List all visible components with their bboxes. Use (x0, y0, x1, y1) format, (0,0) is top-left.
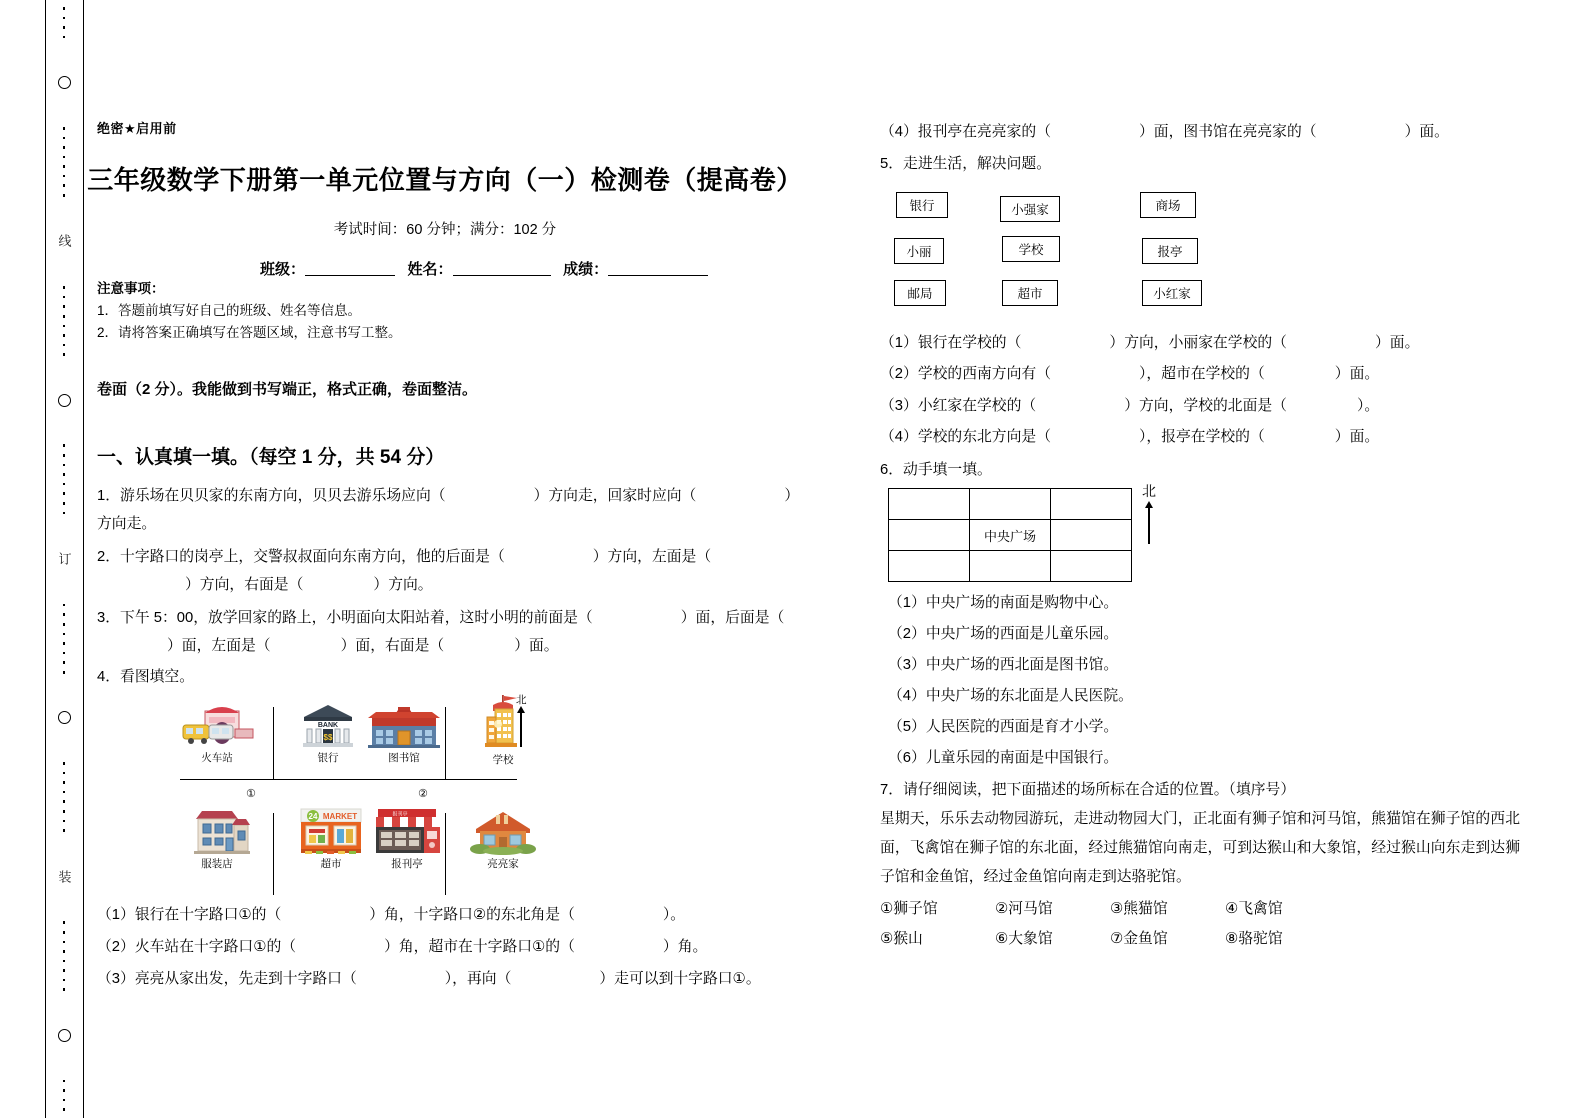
map-building-clothing-store (184, 807, 250, 871)
binding-ring (58, 711, 71, 724)
map-block-clothing-store (184, 807, 250, 871)
q6-cell-2-0[interactable] (889, 551, 970, 582)
class-input-blank[interactable] (305, 275, 395, 276)
grid5-cell-xiaoqiang-home: 小强家 (1000, 196, 1060, 222)
map-label-clothing-store: 服装店 (201, 858, 233, 870)
map-building-newsstand (368, 807, 446, 871)
question-6-north-indicator (1142, 484, 1156, 544)
q5-item-2-text-c: ）面。 (1334, 366, 1380, 383)
class-label: 班级： (260, 261, 306, 278)
question-3 (97, 604, 797, 661)
map-road-horizontal-middle (273, 779, 445, 780)
q1-text-c: ）方向走。 (97, 488, 792, 533)
map-building-library (365, 701, 443, 765)
map-label-school: 学校 (492, 754, 514, 766)
q4-item-1-text-b: ）角，十字路口②的东北角是（ (369, 907, 575, 923)
q3-text-c: ）面，左面是（ (167, 638, 271, 655)
grid5-cell-bank: 银行 (896, 192, 948, 218)
q6-cell-0-0[interactable] (889, 489, 970, 520)
q7-options-row-2 (880, 925, 1520, 955)
q6-north-label: 北 (1142, 483, 1156, 499)
question-7-passage: 星期天，乐乐去动物园游玩，走进动物园大门，正北面有狮子馆和河马馆，熊猫馆在狮子馆的西北面，飞禽馆在狮子馆的东北面，经过熊猫馆向南走，可到达猴山和大象馆，经过猴山向东走到达狮子馆和金鱼馆，经过金鱼馆向南走到达骆驼馆。 (880, 811, 1520, 885)
q5-item-4 (880, 422, 1520, 453)
q7-option-5[interactable]: ⑤猴山 (880, 930, 923, 947)
dot-segment (63, 597, 66, 681)
map-label-newsstand: 报刊亭 (391, 858, 423, 870)
q5-item-3-text-a: （3）小红家在学校的（ (880, 397, 1037, 414)
name-label: 姓名： (407, 261, 453, 278)
notice-block (97, 278, 797, 344)
student-info-row (260, 258, 708, 279)
house-icon (470, 809, 536, 855)
table-row (889, 520, 1132, 551)
q4-item-2-text-b: ）角，超市在十字路口①的（ (384, 938, 575, 955)
binding-ring (58, 1029, 71, 1042)
question-4-items (97, 900, 797, 995)
newsstand-icon (370, 807, 444, 855)
q5-item-3-text-b: ）方向，学校的北面是（ (1124, 397, 1287, 414)
score-input-blank[interactable] (608, 275, 708, 276)
bank-icon (301, 701, 355, 749)
section-1-heading: 一、认真填一填。（每空 1 分，共 54 分） (97, 447, 445, 468)
binding-ring (58, 76, 71, 89)
q2-text-c: ）方向，右面是（ (185, 577, 304, 594)
q5-item-3-text-c: ）。 (1356, 397, 1380, 414)
binding-strip (0, 0, 85, 1118)
q4-item-2-text-a: （2）火车站在十字路口①的（ (97, 938, 297, 955)
north-arrowhead-icon (517, 706, 525, 713)
q6-item-3: （3）中央广场的西北面是图书馆。 (888, 657, 1119, 674)
question-4-map-figure (180, 695, 535, 895)
q4-item-4-text-b: ）面，图书馆在亮亮家的（ (1139, 124, 1317, 140)
map-north-indicator (516, 695, 527, 747)
map-block-supermarket-newsstand (298, 807, 446, 871)
q3-text-a: 3．下午 5：00，放学回家的路上，小明面向太阳站着，这时小明的前面是（ (97, 610, 593, 626)
confidential-notice: 绝密★启用前 (97, 121, 177, 136)
question-4-label: 4．看图填空。 (97, 669, 195, 685)
binding-char-ding: 订 (56, 551, 72, 566)
q5-item-1-text-b: ）方向，小丽家在学校的（ (1109, 335, 1287, 351)
grid5-cell-xiaohong-home: 小红家 (1142, 280, 1202, 306)
library-icon (364, 701, 444, 749)
north-arrow-stem (520, 713, 522, 747)
grid5-cell-supermarket: 超市 (1002, 280, 1058, 306)
question-4-item-4 (880, 118, 1520, 147)
grid5-cell-school: 学校 (1002, 236, 1060, 262)
question-6-items (888, 588, 1508, 774)
q4-item-2-text-c: ）角。 (662, 938, 708, 955)
q5-item-4-text-c: ）面。 (1334, 429, 1380, 446)
q6-item-5: （5）人民医院的西面是育才小学。 (888, 719, 1119, 736)
map-block-bank-library (295, 701, 443, 765)
dot-segment (63, 914, 66, 998)
exam-sheet (85, 0, 1583, 1118)
grid5-cell-mall: 商场 (1140, 192, 1196, 218)
q5-item-1-text-a: （1）银行在学校的（ (880, 335, 1022, 351)
q6-cell-2-2[interactable] (1051, 551, 1132, 582)
q3-text-d: ）面，右面是（ (340, 638, 445, 655)
q4-item-3-text-c: ）走可以到十字路口①。 (599, 970, 761, 987)
grid5-cell-xiaoli: 小丽 (894, 238, 944, 264)
q7-option-4[interactable]: ④飞禽馆 (1225, 901, 1283, 917)
binding-char-zhuang: 装 (56, 869, 72, 884)
name-input-blank[interactable] (453, 275, 551, 276)
q3-text-e: ）面。 (514, 638, 559, 655)
map-building-supermarket (298, 807, 364, 871)
q4-item-1 (97, 900, 797, 932)
grid5-cell-newsstand: 报亭 (1142, 238, 1198, 264)
q7-option-1[interactable]: ①狮子馆 (880, 901, 938, 917)
map-road-vertical-2-bottom (445, 813, 446, 895)
q4-item-1-text-a: （1）银行在十字路口①的（ (97, 907, 282, 923)
q3-text-b: ）面，后面是（ (680, 610, 785, 626)
notice-item-1: 1．答题前填写好自己的班级、姓名等信息。 (97, 302, 362, 318)
question-5-items (880, 328, 1520, 453)
q6-item-4: （4）中央广场的东北面是人民医院。 (888, 688, 1133, 705)
table-row (889, 551, 1132, 582)
q6-item-1: （1）中央广场的南面是购物中心。 (888, 595, 1119, 611)
map-building-train-station (184, 703, 250, 765)
q5-item-4-text-a: （4）学校的东北方向是（ (880, 429, 1051, 446)
map-crossroad-marker-1: ① (246, 788, 256, 800)
grid5-cell-post-office: 邮局 (894, 280, 946, 306)
map-road-horizontal-left (180, 779, 273, 780)
q6-cell-2-1[interactable] (970, 551, 1051, 582)
question-7-options (880, 895, 1520, 954)
binding-char-xian: 线 (56, 234, 72, 249)
notice-title: 注意事项： (97, 281, 165, 296)
q2-text-b: ）方向，左面是（ (592, 549, 712, 565)
dot-segment (63, 279, 66, 363)
binding-rule-outer (45, 0, 46, 1118)
clothing-store-icon (182, 807, 252, 855)
svg-text:24: 24 (308, 812, 318, 821)
q5-item-1-text-c: ）面。 (1374, 335, 1420, 351)
q6-cell-1-2[interactable] (1051, 520, 1132, 551)
q7-option-7[interactable]: ⑦金鱼馆 (1110, 930, 1168, 947)
q4-item-3-text-b: ），再向（ (444, 970, 512, 987)
question-6-grid-table (888, 488, 1132, 582)
map-label-library: 图书馆 (388, 752, 420, 764)
handwriting-quality-note: 卷面（2 分）。我能做到书写端正，格式正确，卷面整洁。 (97, 381, 478, 398)
q6-cell-1-0[interactable] (889, 520, 970, 551)
map-building-house (470, 809, 536, 871)
map-block-house (470, 809, 536, 871)
q5-item-2-text-a: （2）学校的西南方向有（ (880, 366, 1051, 383)
q7-option-3[interactable]: ③熊猫馆 (1110, 901, 1168, 917)
q5-item-2-text-b: ），超市在学校的（ (1139, 366, 1265, 383)
north-arrow-stem (1148, 508, 1150, 544)
map-road-vertical-1-bottom (273, 813, 274, 895)
binding-dotted-column (56, 0, 72, 1118)
q7-option-8[interactable]: ⑧骆驼馆 (1225, 930, 1283, 947)
q1-text-a: 1．游乐场在贝贝家的东南方向，贝贝去游乐场应向（ (97, 488, 446, 504)
q4-item-4-text-a: （4）报刊亭在亮亮家的（ (880, 124, 1051, 140)
q4-item-2 (97, 932, 797, 964)
dot-segment (63, 1073, 66, 1118)
dot-segment (63, 120, 66, 204)
question-6-label: 6．动手填一填。 (880, 462, 992, 478)
map-label-bank: 银行 (317, 752, 339, 764)
q4-item-3-text-a: （3）亮亮从家出发，先走到十字路口（ (97, 970, 357, 987)
map-label-supermarket: 超市 (320, 858, 342, 870)
map-road-vertical-1-top (273, 707, 274, 779)
q2-text-a: 2．十字路口的岗亭上，交警叔叔面向东南方向，他的后面是（ (97, 549, 505, 565)
north-arrowhead-icon (1145, 501, 1153, 508)
table-row (889, 489, 1132, 520)
q2-text-d: ）方向。 (373, 577, 433, 594)
svg-text:报刊亭: 报刊亭 (392, 811, 408, 818)
binding-rule-inner (83, 0, 84, 1118)
q5-item-1 (880, 328, 1520, 359)
q5-item-3 (880, 391, 1520, 422)
question-2 (97, 543, 797, 600)
score-label: 成绩： (563, 261, 609, 278)
supermarket-icon (298, 807, 364, 855)
page-title: 三年级数学下册第一单元位置与方向（一）检测卷（提高卷） (87, 165, 803, 195)
svg-text:MARKET: MARKET (322, 812, 358, 821)
binding-ring (58, 394, 71, 407)
map-crossroad-marker-2: ② (418, 788, 428, 800)
question-7-label: 7．请仔细阅读，把下面描述的场所标在合适的位置。（填序号） (880, 782, 1296, 798)
question-5-label: 5．走进生活，解决问题。 (880, 156, 1051, 172)
question-5-place-grid (892, 192, 1212, 310)
q6-cell-0-2[interactable] (1051, 489, 1132, 520)
q7-option-2[interactable]: ②河马馆 (995, 901, 1053, 917)
q7-options-row-1 (880, 895, 1520, 925)
map-road-horizontal-right (445, 779, 517, 780)
svg-text:BANK: BANK (317, 722, 339, 729)
q6-cell-central-plaza: 中央广场 (970, 520, 1051, 551)
q4-item-3 (97, 964, 797, 996)
q1-text-b: ）方向走，回家时应向（ (533, 488, 697, 504)
q5-item-4-text-b: ），报亭在学校的（ (1139, 429, 1265, 446)
map-building-bank (295, 701, 361, 765)
dot-segment (63, 0, 66, 45)
train-station-icon (179, 703, 255, 749)
map-north-label: 北 (516, 694, 527, 706)
exam-info: 考试时间：60 分钟；满分：102 分 (333, 222, 557, 238)
q7-option-6[interactable]: ⑥大象馆 (995, 930, 1053, 947)
map-road-vertical-2-top (445, 707, 446, 779)
q6-item-6: （6）儿童乐园的南面是中国银行。 (888, 750, 1119, 767)
q4-item-4-text-c: ）面。 (1404, 124, 1449, 140)
q6-cell-0-1[interactable] (970, 489, 1051, 520)
dot-segment (63, 437, 66, 521)
svg-text:$$: $$ (323, 733, 333, 742)
q4-item-1-text-c: ）。 (662, 907, 686, 923)
q5-item-2 (880, 359, 1520, 390)
q6-item-2: （2）中央广场的西面是儿童乐园。 (888, 626, 1119, 643)
dot-segment (63, 755, 66, 839)
map-label-house: 亮亮家 (487, 858, 519, 870)
notice-item-2: 2．请将答案正确填写在答题区域，注意书写工整。 (97, 324, 402, 340)
question-1 (97, 482, 797, 539)
map-block-train-station (184, 703, 250, 765)
map-label-train-station: 火车站 (201, 752, 233, 764)
